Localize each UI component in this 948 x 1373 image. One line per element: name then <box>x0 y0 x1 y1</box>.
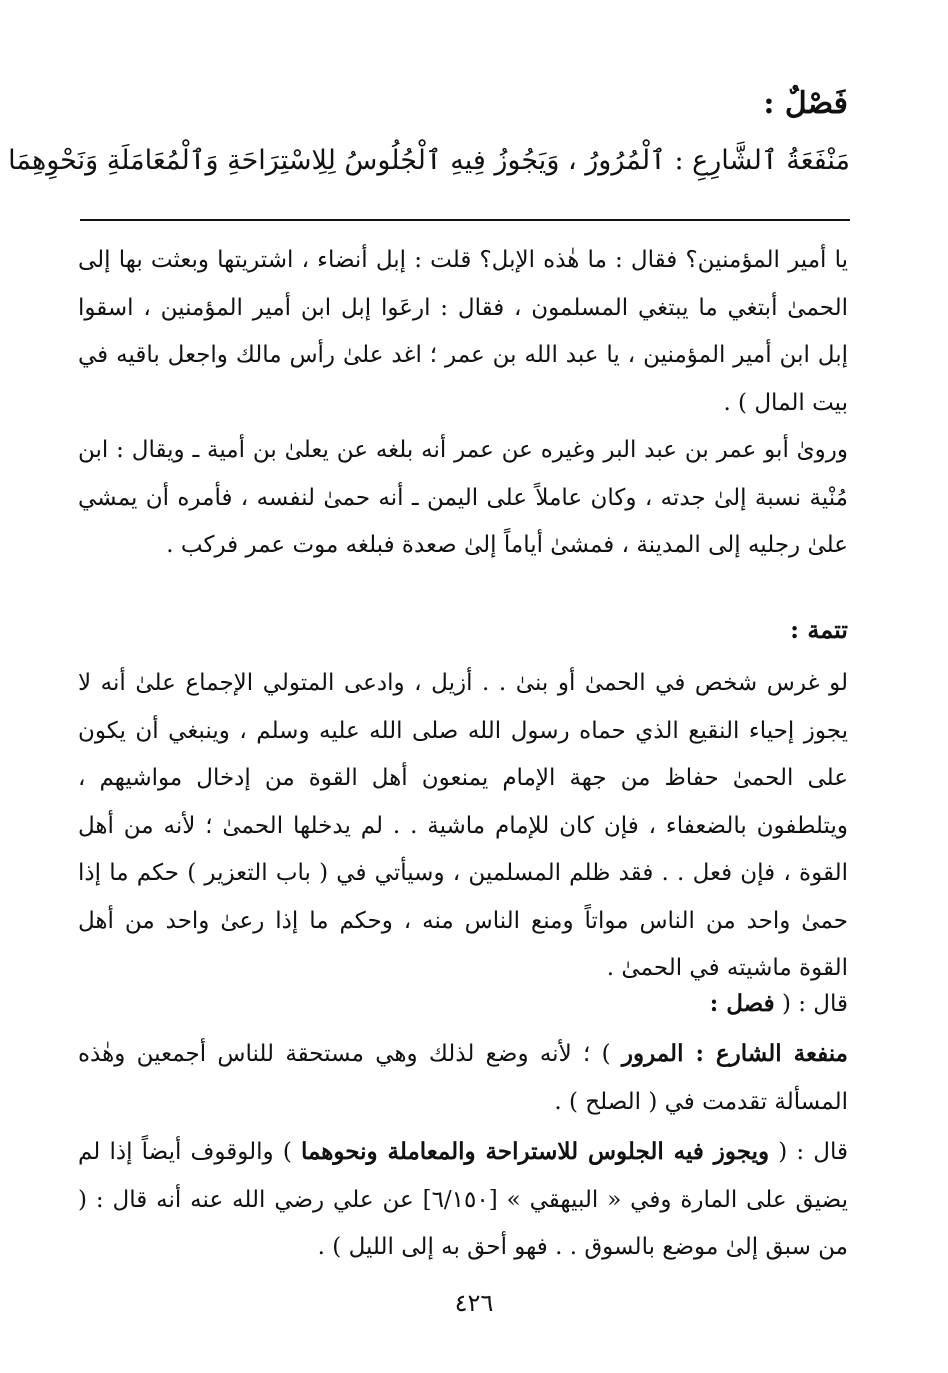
quote-explanation: ) والوقوف أيضاً إذا لم يضيق على المارة وفي « البيهقي » [٦/١٥٠] عن علي رضي الله عنه أنه قال : ( من سبق إلىٰ موضع بالسوق . . فهو أحق به إلى الليل ) . <box>78 1139 849 1260</box>
quote-paragraph-julus <box>78 1128 848 1272</box>
commentary-paragraph-2: وروىٰ أبو عمر بن عبد البر وغيره عن عمر أنه بلغه عن يعلىٰ بن أمية ـ ويقال : ابن مُنْية نسبة إلىٰ جدته ، وكان عاملاً على اليمن ـ أنه حمىٰ لنفسه ، فأمره أن يمشي علىٰ رجليه إلى المدينة ، فمشىٰ أياماً إلىٰ صعدة فبلغه موت عمر فركب . <box>78 437 848 558</box>
quote-bold-text: ويجوز فيه الجلوس للاستراحة والمعاملة ونحوهما <box>300 1138 770 1165</box>
commentary-paragraph-1: يا أمير المؤمنين؟ فقال : ما هٰذه الإبل؟ قلت : إبل أنضاء ، اشتريتها وبعثت بها إلى الحمىٰ أبتغي ما يبتغي المسلمون ، فقال : ارعَوا إبل ابن أمير المؤمنين ، اسقوا إبل ابن أمير المؤمنين ، يا عبد الله بن عمر ؛ اغد علىٰ رأس مالك واجعل باقيه في بيت المال ) . <box>78 247 848 416</box>
quote-prefix: قال : ( <box>781 991 848 1017</box>
section-heading: فَصْلٌ : <box>763 86 848 121</box>
quote-explanation: ) ؛ لأنه وضع لذلك وهي مستحقة للناس أجمعين وهٰذه المسألة تقدمت في ( الصلح ) . <box>78 1041 848 1115</box>
footnote-divider <box>80 219 850 221</box>
quote-bold-text: منفعة الشارع : المرور <box>621 1040 848 1067</box>
supplement-heading: تتمة : <box>790 615 848 644</box>
page-number: ٤٢٦ <box>454 1289 494 1317</box>
quote-bold-text: فصل : <box>709 990 775 1017</box>
quote-paragraph-fasl <box>78 980 848 1029</box>
quote-paragraph-shari <box>78 1030 848 1126</box>
quote-prefix: قال : ( <box>778 1139 849 1165</box>
supplement-paragraph: لو غرس شخص في الحمىٰ أو بنىٰ . . أزيل ، وادعى المتولي الإجماع علىٰ أنه لا يجوز إحياء النقيع الذي حماه رسول الله صلى الله عليه وسلم ، وينبغي أن يكون على الحمىٰ حفاظ من جهة الإمام يمنعون أهل القوة من إدخال مواشيهم ، ويتلطفون بالضعفاء ، فإن كان للإمام ماشية . . لم يدخلها الحمىٰ ؛ لأنه من أهل القوة ، فإن فعل . . فقد ظلم المسلمين ، وسيأتي في ( باب التعزير ) حكم ما إذا حمىٰ واحد من الناس مواتاً ومنع الناس منه ، وحكم ما إذا رعىٰ واحد من أهل القوة ماشيته في الحمىٰ . <box>78 670 848 981</box>
matn-text: مَنْفَعَةُ ٱلشَّارِعِ : ٱلْمُرُورُ ، وَيَجُوزُ فِيهِ ٱلْجُلُوسُ لِلِاسْتِرَاحَةِ وَٱلْمُعَامَلَةِ وَنَحْوِهِمَا <box>8 145 850 176</box>
